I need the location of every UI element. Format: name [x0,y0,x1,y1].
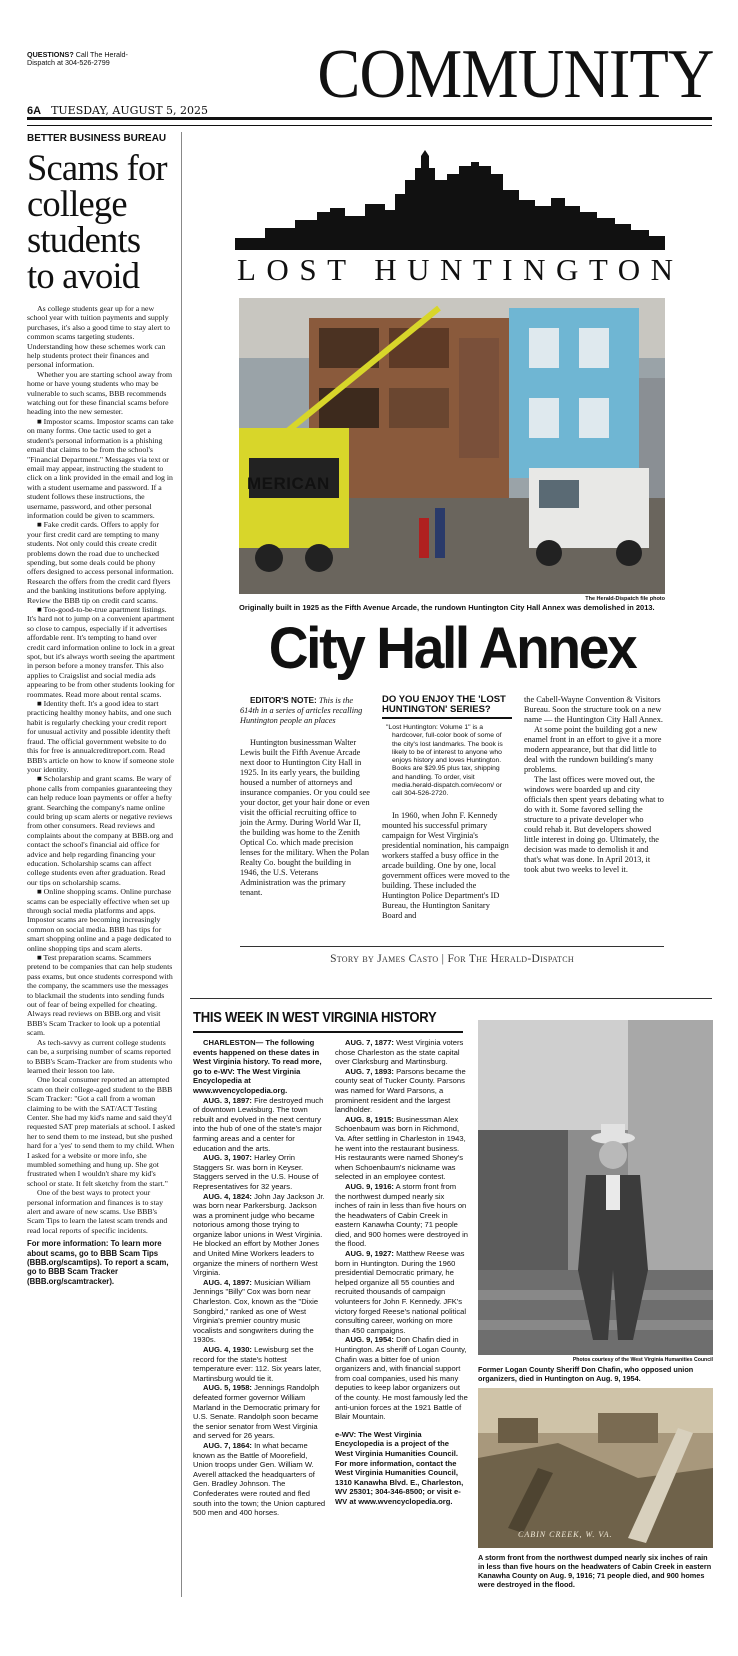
masthead-rule [27,117,712,120]
wv-entry [335,1038,468,1067]
bbb-paragraph: ■ Scholarship and grant scams. Be wary of phone calls from companies guaranteeing they can help reduce loan payments or offer a hefty grant. Searching the company's name online could bring up scam alerts or negative reviews from other consumers. Read reviews and complaints about the company at BBB.org and contact the school's financial aid office for advice and help regarding financing your education. Scholarship scams can affect college students even after graduation. Read our tips on scholarship scams. [27,774,174,887]
wv-column-1 [193,1038,326,1518]
wv-history-title: THIS WEEK IN WEST VIRGINIA HISTORY [193,1010,437,1026]
annex-column-3 [524,695,664,875]
wv-entry-text: Matthew Reese was born in Huntington. During the 1960 presidential Democratic primary, he helped organize all 55 counties and recruited thousands of campaign volunteers for John F. Kennedy. JFK's victory forged Reese's national political consulting career, working on more than 450 campaigns. [335,1249,467,1335]
wv-intro [193,1038,326,1096]
wv-entry-text: Harley Orrin Staggers Sr. was born in Keyser. Staggers served in the U.S. House of Representatives for 32 years. [193,1153,319,1191]
wv-entry-date: AUG. 9, 1927: [345,1249,394,1259]
annex-headline: City Hall Annex [268,616,636,681]
bbb-body [27,304,175,1286]
wv-entry-date: AUG. 4, 1824: [203,1191,252,1201]
bbb-closing: For more information: To learn more about scams, go to BBB Scam Tips (BBB.org/scamtips). To report a scam, go to BBB Scam Tracker (BBB.org/scamtracker). [27,1239,169,1286]
photo-credit: Photos courtesy of the West Virginia Humanities Council [572,1357,713,1363]
section-rule [190,998,712,999]
wv-entry-text: Jennings Randolph defeated former governor William Marland in the Democratic primary for U.S. Senate. Randolph soon became the senior senator from West Virginia and served for 26 years. [193,1383,321,1441]
sidebar-heading: DO YOU ENJOY THE 'LOST HUNTINGTON' SERIES? [382,694,506,715]
sidebar-rule [382,717,512,719]
byline: Story by James Casto | For The Herald-Dispatch [330,953,574,965]
editor-note [240,695,370,726]
skyline-silhouette [235,150,665,250]
wv-entry [335,1182,468,1249]
wv-intro-text: — The following events happened on these dates in West Virginia history. To read more, go to e-WV: The West Virginia Encyclopedia at www.wvencyclopedia.org. [193,1038,322,1095]
bbb-paragraph: Whether you are starting school away from home or have young students who may be vulnerable to such scams, BBB recommends watching out for these financial scams before heading into the new semester. [27,369,173,417]
wv-entry [193,1096,326,1154]
cabin-creek-photo [478,1388,713,1548]
bbb-article [27,132,175,1286]
folio [27,104,208,117]
wv-entry-text: Fire destroyed much of downtown Lewisburg. The town rebuilt and evolved in the next century into the hub of one of the state's major farming areas and a center for education and the arts. [193,1095,324,1153]
bbb-paragraph: ■ Too-good-to-be-true apartment listings. It's hard not to jump on a convenient apartment so close to campus, especially if it advertises affordable rent. It's tempting to hand over credit card information online to lock in a great spot, but it's always worth seeing the apartment in person before a money transfer. This also applies to Craigslist and social media ads appearing to be from other students looking for roommates. Read more about rental scams. [27,605,175,699]
annex-column-1 [240,695,370,898]
photo-inscription: CABIN CREEK, W. VA. [518,1530,613,1539]
wv-entry-text: A storm front from the northwest dumped nearly six inches of rain in less than five hours on the headwaters of Cabin Creek in eastern Kanawha County; 71 people died, and 900 homes were destroyed in the flood. [335,1181,468,1249]
bbb-paragraph: One of the best ways to protect your personal information and finances is to stay alert and aware of new scams. Use BBB's Scam Tips to learn the latest scam trends and read local reports of specific incidents. [27,1188,168,1235]
wv-title-rule [193,1031,463,1033]
demolition-photo [239,298,665,594]
wv-entry [193,1192,326,1278]
wv-entry [193,1345,326,1383]
wv-entry-date: AUG. 4, 1897: [203,1277,252,1287]
wv-entry-date: AUG. 3, 1907: [203,1153,252,1163]
wv-entry-date: AUG. 5, 1958: [203,1383,252,1393]
bbb-paragraph: ■ Online shopping scams. Online purchase scams can be especially effective when set up through social media platforms and apps. Impostor scams are becoming increasingly common on social media. BBB has tips for smart shopping online and a page dedicated to online shopping tips and scam alerts. [27,887,172,953]
photo-caption: Originally built in 1925 as the Fifth Avenue Arcade, the rundown Huntington City Hall Annex was demolished in 2013. [239,603,655,612]
editor-note-text: This is the 614th in a series of articles recalling Huntington people an places [240,696,363,725]
wv-entry-date: AUG. 7, 1864: [203,1440,252,1450]
wv-entry-text: Musician William Jennings "Billy" Cox was born near Charleston. Cox, known as the "Dixie Songbird," ranked as one of West Virginia's premier country music vocalists and songwriters during the 1930s. [193,1277,319,1345]
wv-entry-text: In what became known as the Battle of Moorefield, Union troops under Gen. William W. Averell attacked the headquarters of Gen. Bradley Johnson. The Confederates were routed and fled south into the town; the Union captured 500 men and 400 horses. [193,1440,326,1518]
wv-entry-date: AUG. 9, 1916: [345,1181,394,1191]
wv-entry [193,1153,326,1191]
wv-entry [193,1278,326,1345]
byline-rule [240,946,664,947]
bbb-headline: Scams for college students to avoid [27,147,167,296]
annex-paragraph: At some point the building got a new enamel front in an effort to give it a more modern appearance, but that did little to deal with the rundown building's many problems. [524,725,662,774]
chafin-photo [478,1020,713,1355]
wv-intro-place: CHARLESTON [203,1038,256,1047]
crane-sign: MERICAN [247,474,330,493]
bbb-paragraph: One local consumer reported an attempted scam on their college-aged student to the BBB Scam Tracker: "Got a call from a woman claiming to be with the SAT/ACT Testing Center. She had my kid's name and said they'd requested SAT prep materials at school. I asked her to send them to me instead, but she pushed hard for a 'yes' to send them to my child. When I asked for a website or more info, she mumbled something and hung up. She got frustrated when I wouldn't share my kid's school or state. It felt sketchy from the start." [27,1075,175,1188]
bbb-paragraph: As tech-savvy as current college students can be, a surprising number of scams reported to BBB's Scam-Tracker are from students who learned their lesson too late. [27,1037,173,1075]
photo-credit: The Herald-Dispatch file photo [585,596,665,602]
wv-entry-text: Don Chafin died in Huntington. As sheriff of Logan County, Chafin was a bitter foe of union organizers and, with financial support from coal companies, used his many deputies to keep labor organizers out of the county. He most famously led the anti-union forces at the 1921 Battle of Blair Mountain. [335,1335,468,1422]
bbb-paragraph: ■ Fake credit cards. Offers to apply for your first credit card are tempting to many students. Not only could this create credit problems down the road due to unchecked spending, but some deals could be phony offers designed to access personal information. Research the offers from the credit card flyers and the banking institutions before applying. Review the BBB tip on credit card scams. [27,520,174,605]
annex-column-2 [382,695,512,921]
issue-date: TUESDAY, AUGUST 5, 2025 [51,104,209,117]
wv-entry-date: AUG. 4, 1930: [203,1345,252,1354]
annex-paragraph: the Cabell-Wayne Convention & Visitors Bureau. Soon the structure took on a new name — the Huntington City Hall Annex. [524,695,663,724]
photo-caption: A storm front from the northwest dumped nearly six inches of rain in less than five hours on the headwaters of Cabin Creek in eastern Kanawha County on Aug. 9, 1916; 71 people died, and 900 homes were destroyed in the flood. [478,1553,712,1589]
wv-column-2 [335,1038,468,1507]
wv-entry-date: AUG. 3, 1897: [203,1095,252,1105]
questions-label: QUESTIONS? [27,50,74,59]
editor-note-label: EDITOR'S NOTE: [250,695,317,705]
bbb-paragraph: ■ Impostor scams. Impostor scams can take on many forms. One tactic used to get a student's personal information is a phishing email that claims to be from the school's "Financial Department." Messages via text or email may appear, instructing the student to click on a link provided in the email and log in with a student username and password. If a student follows these instructions, the username, password, and other personal information could be given to scammers. [27,416,174,520]
lost-huntington-title: LOST HUNTINGTON [237,252,684,287]
bbb-paragraph: ■ Test preparation scams. Scammers pretend to be companies that can help students pass exams, but once students correspond with the company, the scammers use the messages to blackmail the students into sending funds out of fear of being expelled for cheating. Always read reviews on BBB.org and visit BBB's Scam Tracker to look up a potential scam. [27,953,173,1038]
wv-entry-date: AUG. 9, 1954: [345,1335,394,1345]
wv-entry [193,1383,326,1441]
wv-entry-text: West Virginia voters chose Charleston as the state capital over Clarksburg and Martinsburg. [335,1038,464,1067]
column-divider [181,132,182,1597]
wv-entry [335,1067,468,1115]
page-number: 6A [27,105,42,117]
wv-entry [335,1335,468,1421]
wv-entry [335,1249,468,1335]
questions-box [27,51,137,67]
section-title: COMMUNITY [316,36,713,113]
wv-closing: e-WV: The West Virginia Encyclopedia is a project of the West Virginia Humanities Council. For more information, contact the West Virginia Humanities Council, 1310 Kanawha Blvd. E., Charleston, WV 25301; 304-346-8500; or visit e-WV at www.wvencyclopedia.org. [335,1429,464,1506]
wv-entry-date: AUG. 7, 1893: [345,1066,394,1076]
sidebar-body: "Lost Huntington: Volume 1" is a hardcover, full-color book of some of the city's lost landmarks. The book is likely to be of interest to anyone who enjoys history and loves Huntington. Books are $29.95 plus tax, shipping and handling. To order, visit media.herald-dispatch.com/ecom/ or call 304-526-2720. [386,724,503,798]
questions-text: Call The Herald-Dispatch at 304-526-2799 [27,50,128,68]
wv-entry-date: AUG. 8, 1915: [345,1114,394,1124]
photo-caption: Former Logan County Sheriff Don Chafin, who opposed union organizers, died in Huntington on Aug. 9, 1954. [478,1365,694,1383]
annex-paragraph: Huntington businessman Walter Lewis built the Fifth Avenue Arcade next door to Huntington City Hall in 1925. In its early years, the building housed a number of attorneys and insurance companies. Or you could see your doctor, get your hair done or even visit the official recruiting office to join the Army. During World War II, the building was home to the Zenith Optical Co. which made precision lenses for the military. When the Polan Realty Co. bought the building in 1946, the U.S. Veterans Administration was the primary tenant. [240,738,370,897]
wv-entry-date: AUG. 7, 1877: [345,1038,394,1047]
bbb-kicker: BETTER BUSINESS BUREAU [27,132,167,144]
wv-entry-text: Parsons became the county seat of Tucker County. Parsons was named for Ward Parsons, a prominent resident and the largest landholder. [335,1066,466,1115]
wv-entry [335,1115,468,1182]
bbb-paragraph: ■ Identity theft. It's a good idea to start practicing healthy money habits, and one such habit is regularly checking your credit report for unusual activity and possible identity theft fraud. The official government website to do this for free is annualcreditreport.com. Read BBB's article on how to know if someone stole your identity. [27,699,174,774]
bbb-paragraph: As college students gear up for a new school year with tuition payments and supply purchases, it's also a good time to stay alert to common scams targeting students. Understanding how these schemes work can help students protect their finances and personal information. [27,304,171,370]
annex-paragraph: The last offices were moved out, the windows were boarded up and city officials then spent years debating what to do with it. Some favored selling the structure to a private developer who could rehab it. But developers showed little interest in doing go. Ultimately, the decision was made to demolish it and that's what was done. In April 2013, it took abut two weeks to level it. [524,775,664,874]
annex-paragraph: In 1960, when John F. Kennedy mounted his successful primary campaign for West Virginia's presidential nomination, his campaign workers staffed a busy office in the arcade building. One by one, local government offices were moved to the building. These included the Huntington Police Department's ID Bureau, the Huntington Sanitary Board and [382,810,510,920]
wv-entry-text: Businessman Alex Schoenbaum was born in Richmond, Va. After settling in Charleston in 1943, he went into the restaurant business. His restaurants were named Shoney's when Schoenbaum's nickname was selected in an employee contest. [335,1114,466,1182]
masthead-thin-rule [27,125,712,126]
wv-entry-text: Lewisburg set the record for the state's hottest temperature ever: 112. Six years later, Martinsburg would tie it. [193,1345,322,1383]
wv-entry-text: John Jay Jackson Jr. was born near Parkersburg. Jackson was a prominent judge who became notorious among those trying to organize labor unions in West Virginia. He blocked an effort by Mother Jones and United Mine Workers leaders to organize the miners of northern West Virginia. [193,1191,325,1278]
wv-entry [193,1441,326,1518]
